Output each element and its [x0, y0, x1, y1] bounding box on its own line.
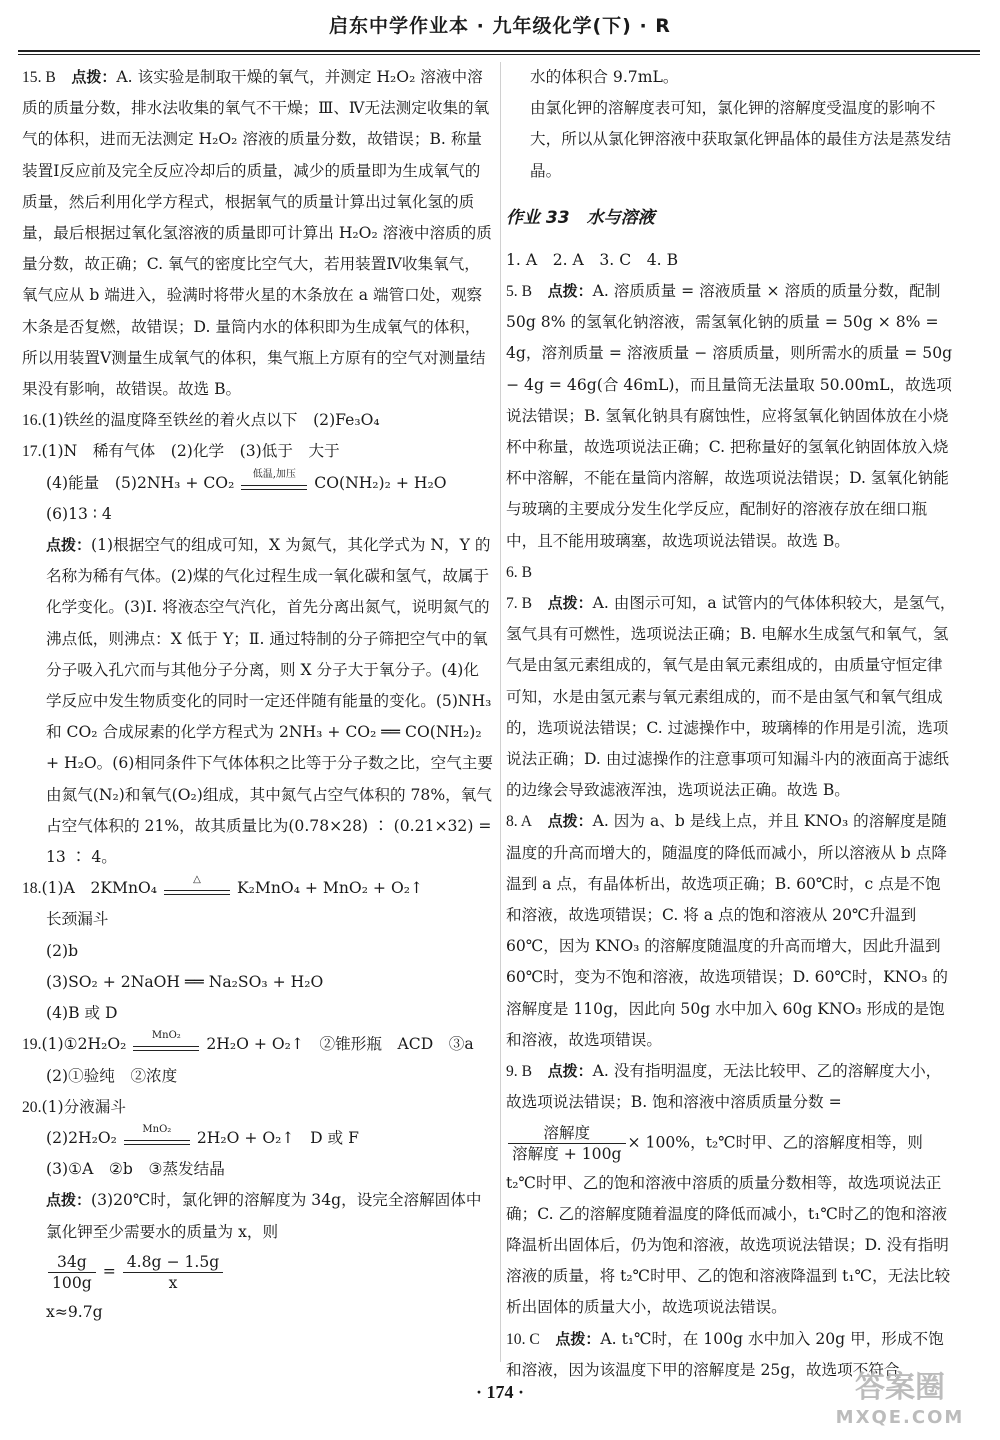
- reaction-condition: MnO₂: [142, 1123, 172, 1135]
- proportion-equation: $\frac{34g}{100g}$ = $\frac{4.8g - 1.5g}{x}$: [22, 1248, 494, 1297]
- answer-line: 长颈漏斗: [46, 910, 109, 929]
- answer-text: × 100%，t₂℃时甲、乙的溶解度相等，则 t₂℃时甲、乙的饱和溶液中溶质的质量分数相等，故选项说法正确；C. 乙的溶解度随着温度的降低而减小，t₁℃时乙的饱和溶液降温析出固体后，仍为饱和溶液，故选项说法错误；D. 没有指明溶液的质量，将 t₂℃时甲、乙的饱和溶液降温到 t₁℃，无法比较析出固体的质量大小，故选项说法错误。: [506, 1133, 951, 1317]
- equation-left: (2)2H₂O₂: [46, 1128, 117, 1147]
- answer-text: A. 因为 a、b 是线上点，并且 KNO₃ 的溶解度是随温度的升高而增大的，随温度的降低而减小，所以溶液从 b 点降温到 a 点，有晶体析出，故选项正确；B. 60℃时，c 点是不饱和溶液，故选项错误；C. 将 a 点的饱和溶液从 20℃升温到 60℃，因为 KNO₃ 的溶解度随温度的升高而增大，因此升温到 60℃时，变为不饱和溶液，故选项错误；D. 60℃时，KNO₃ 的溶解度是 110g，因此向 50g 水中加入 60g KNO₃ 形成的是饱和溶液，故选项错误。: [506, 812, 949, 1049]
- answer-line: (2)①验纯 ②浓度: [46, 1066, 178, 1085]
- question-8: [506, 806, 956, 1056]
- watermark-url: MXQE.COM: [835, 1407, 965, 1428]
- question-15: [22, 62, 494, 405]
- answer-text: A. 由图示可知，a 试管内的气体体积较大，是氢气，氢气具有可燃性，选项说法正确；B. 电解水生成氢气和氧气，氢气是由氢元素组成的，氧气是由氧元素组成的，由质量守恒定律可知，水是由氢元素与氧元素组成的，而不是由氢气和氧气组成的，选项说法错误；C. 过滤操作中，玻璃棒的作用是引流，选项说法正确；D. 由过滤操作的注意事项可知漏斗内的液面高于滤纸的边缘会导致滤液浑浊，选项说法正确。故选 B。: [506, 594, 956, 800]
- question-16: [22, 405, 494, 436]
- question-20: [22, 1092, 494, 1328]
- section-title: 作业 33 水与溶液: [506, 207, 655, 228]
- question-number: 19.: [22, 1036, 42, 1054]
- reaction-condition: △: [193, 874, 201, 886]
- answer-text: A. 没有指明温度，无法比较甲、乙的溶解度大小，故选项说法错误；B. 饱和溶液中溶质质量分数 =: [506, 1062, 942, 1112]
- answer-line: (1)分液漏斗: [41, 1097, 126, 1116]
- question-number: 8. A: [506, 813, 532, 831]
- answer-text: A. 该实验是制取干燥的氧气，并测定 H₂O₂ 溶液中溶质的质量分数，排水法收集的氧气不干燥；Ⅲ、Ⅳ无法测定收集的氧气的体积，进而无法测定 H₂O₂ 溶液的质量分数，故错误；B. 称量装置Ⅰ反应前及完全反应冷却后的质量，减少的质量即为生成氧气的质量，然后利用化学方程式，根据氧气的质量计算出过氧化氢的质量，最后根据过氧化氢溶液的质量即可计算出 H₂O₂ 溶液中溶质的质量分数，故正确；C. 氧气的密度比空气大，若用装置Ⅳ收集氧气，氧气应从 b 端进入，验满时将带火星的木条放在 a 端管口处，观察木条是否复燃，故错误；D. 量筒内水的体积即为生成氧气的体积，所以用装置Ⅴ测量生成氧气的体积，集气瓶上方原有的空气对测量结果没有影响，故错误。故选 B。: [22, 68, 492, 399]
- answer-line: (2)b: [46, 941, 79, 960]
- header-rule-thick: [18, 50, 980, 52]
- equation-right: K₂MnO₄ + MnO₂ + O₂↑: [237, 879, 424, 898]
- question-number: 15. B: [22, 69, 56, 86]
- question-number: 18.: [22, 880, 42, 898]
- tip-label: 点拨：: [46, 536, 92, 555]
- watermark-logo: [810, 1370, 990, 1436]
- question-7: [506, 588, 956, 806]
- question-18: [22, 873, 494, 1029]
- question-number: 6. B: [506, 563, 532, 581]
- question-number: 16.: [22, 412, 42, 430]
- answer-line: (3)①A ②b ③蒸发结晶: [46, 1160, 225, 1179]
- answer-line: (4)B 或 D: [46, 1004, 118, 1023]
- answer-line: (3)SO₂ + 2NaOH ══ Na₂SO₃ + H₂O: [46, 972, 324, 991]
- reaction-condition: 低温,加压: [252, 468, 296, 480]
- equation-right: CO(NH₂)₂ + H₂O: [314, 473, 447, 492]
- equation-right: 2H₂O + O₂↑ D 或 F: [196, 1128, 359, 1147]
- question-number: 20.: [22, 1098, 42, 1116]
- question-19: [22, 1029, 494, 1091]
- watermark-text: 答案圈: [855, 1370, 945, 1405]
- answer-text: A. 溶质质量 = 溶液质量 × 溶质的质量分数，配制 50g 8% 的氢氧化钠溶液，需氢氧化钠的质量 = 50g × 8% = 4g，溶剂质量 = 溶液质量 − 溶质质量，则所需水的质量 = 50g − 4g = 46g(合 46mL)，而且量筒无法量取 50.00mL，故选项说法错误；B. 氢氧化钠具有腐蚀性，应将氢氧化钠固体放在小烧杯中称量，故选项说法正确；C. 把称量好的氢氧化钠固体放入烧杯中溶解，不能在量筒内溶解，故选项说法错误；D. 氢氧化钠能与玻璃的主要成分发生化学反应，配制好的溶液存放在细口瓶中，且不能用玻璃塞，故选项说法错误。故选 B。: [506, 282, 953, 550]
- reaction-arrow: [131, 1032, 201, 1058]
- question-9: [506, 1056, 956, 1323]
- tip-label: 点拨：: [46, 1191, 92, 1210]
- page-number: · 174 ·: [475, 1382, 524, 1402]
- fraction: $\frac{4.8g - 1.5g}{x}$: [123, 1252, 224, 1293]
- answer-line: x≈9.7g: [46, 1302, 103, 1321]
- reaction-arrow: [162, 876, 232, 902]
- answer-line: (6)13 ∶ 4: [46, 504, 112, 523]
- question-number: 10. C: [506, 1330, 540, 1348]
- answer-text: (1)铁丝的温度降至铁丝的着火点以下 (2)Fe₃O₄: [41, 411, 380, 430]
- reaction-condition: MnO₂: [151, 1030, 181, 1042]
- equation-left: (1)①2H₂O₂: [41, 1035, 127, 1054]
- equation-right: 2H₂O + O₂↑ ②锥形瓶 ACD ③a: [206, 1035, 474, 1054]
- right-column: [506, 62, 956, 1386]
- continued-text: 水的体积合 9.7mL。: [530, 68, 679, 86]
- tip-label: 点拨：: [547, 1062, 593, 1081]
- answer-text: A. t₁℃时，在 100g 水中加入 20g 甲，形成不饱和溶液，因为该温度下甲的溶解度是 25g，故选项不符合: [506, 1329, 944, 1379]
- question-number: 17.: [22, 443, 42, 461]
- answer-line: (1)N 稀有气体 (2)化学 (3)低于 大于: [41, 442, 340, 461]
- reaction-arrow: [239, 468, 309, 497]
- equation-left: (1)A 2KMnO₄: [41, 879, 158, 898]
- tip-label: 点拨：: [71, 68, 117, 86]
- question-5: [506, 276, 956, 557]
- fraction: $\frac{34g}{100g}$: [48, 1252, 96, 1293]
- page-header: 启东中学作业本 · 九年级化学(下) · R: [329, 15, 671, 37]
- question-17: [22, 436, 494, 873]
- tip-label: 点拨：: [547, 812, 593, 831]
- question-number: 7. B: [506, 595, 532, 613]
- question-6: [506, 557, 956, 588]
- tip-text: (1)根据空气的组成可知，X 为氮气，其化学式为 N，Y 的名称为稀有气体。(2)煤的气化过程生成一氧化碳和氢气，故属于化学变化。(3)Ⅰ. 将液态空气汽化，首先分离出氮气，说明氮气的沸点低，则沸点：X 低于 Y；Ⅱ. 通过特制的分子筛把空气中的氧分子吸入孔穴而与其他分子分离，则 X 分子大于氧分子。(4)化学反应中发生物质变化的同时一定还伴随有能量的变化。(5)NH₃ 和 CO₂ 合成尿素的化学方程式为 2NH₃ + CO₂ ══ CO(NH₂)₂ + H₂O。(6)相同条件下气体体积之比等于分子数之比，空气主要由氮气(N₂)和氧气(O₂)组成，其中氮气占空气体积的 78%，氧气占空气体积的 21%，故其质量比为(0.78×28) ∶ (0.21×32) = 13 ∶ 4。: [46, 536, 493, 867]
- tip-label: 点拨：: [555, 1329, 601, 1348]
- tip-text: (3)20℃时，氯化钾的溶解度为 34g，设完全溶解固体中氯化钾至少需要水的质量为 x，则: [46, 1191, 482, 1241]
- left-column: [22, 62, 494, 1328]
- answers-1-4: 1. A 2. A 3. C 4. B: [506, 250, 679, 269]
- fraction: $\frac{\text{溶解度}}{\text{溶解度 + 100g}}$: [508, 1123, 626, 1164]
- tip-label: 点拨：: [547, 282, 593, 301]
- equation-left: (4)能量 (5)2NH₃ + CO₂: [46, 473, 235, 492]
- reaction-arrow: [122, 1123, 192, 1152]
- continued-text: 由氯化钾的溶解度表可知，氯化钾的溶解度受温度的影响不大，所以从氯化钾溶液中获取氯化钾晶体的最佳方法是蒸发结晶。: [530, 99, 952, 180]
- tip-label: 点拨：: [547, 594, 593, 613]
- question-number: 5. B: [506, 283, 532, 301]
- header-rule-thin: [18, 54, 980, 55]
- question-number: 9. B: [506, 1063, 532, 1081]
- column-divider: [500, 62, 501, 1362]
